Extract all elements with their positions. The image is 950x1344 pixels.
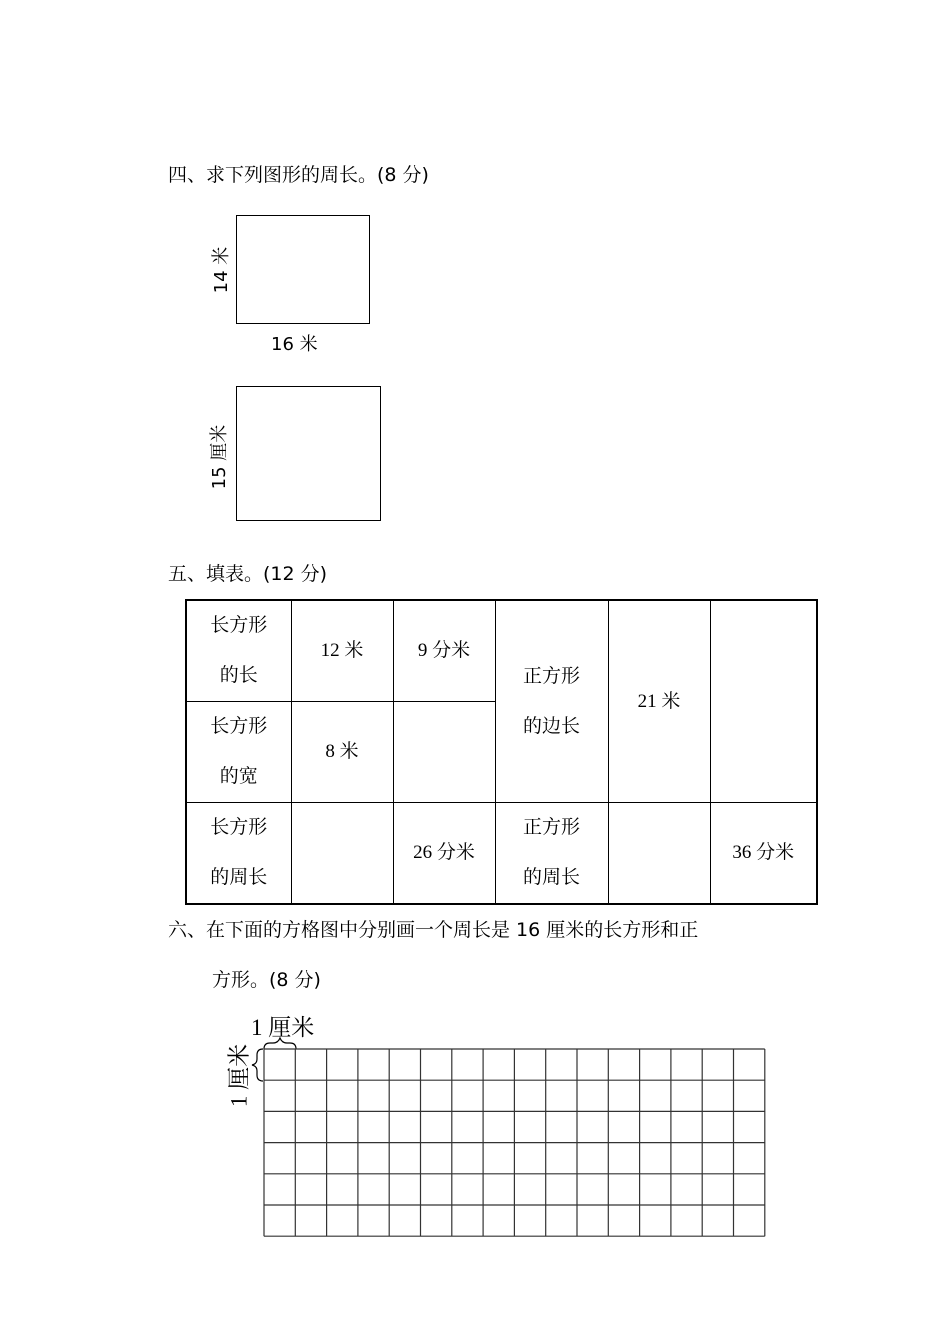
table-cell: 36 分米 [710,803,817,905]
square-figure [236,386,381,521]
square-perimeter-header: 正方形的周长 [495,803,608,905]
grid-svg [215,1005,775,1245]
rect-length-header: 长方形的长 [186,600,291,702]
square-side-header: 正方形的边长 [495,600,608,803]
section6-title-line2: 方形。(8 分) [212,969,321,991]
top-brace-icon [264,1038,296,1049]
section6-title-line1: 六、在下面的方格图中分别画一个周长是 16 厘米的长方形和正 [168,919,699,941]
table-cell: 21 米 [608,600,710,803]
rectangle-width-label: 16 米 [271,334,318,355]
table-cell [393,702,495,803]
table-cell: 8 米 [291,702,393,803]
table-cell [710,600,817,803]
fill-table [185,599,818,905]
table-cell: 26 分米 [393,803,495,905]
table-cell [291,803,393,905]
square-side-label: 15 厘米 [209,424,230,490]
rect-perimeter-header: 长方形的周长 [186,803,291,905]
grid-unit-label-top: 1 厘米 [251,1015,315,1040]
grid-unit-label-left: 1 厘米 [226,1043,252,1108]
table-cell: 9 分米 [393,600,495,702]
left-brace-icon [252,1049,263,1081]
table-cell [608,803,710,905]
grid-area [215,1005,775,1245]
rect-width-header: 长方形的宽 [186,702,291,803]
section4-title: 四、求下列图形的周长。(8 分) [168,164,429,186]
rectangle-figure [236,215,370,324]
rectangle-height-label: 14 米 [211,246,232,294]
section5-title: 五、填表。(12 分) [168,563,328,585]
table-cell: 12 米 [291,600,393,702]
